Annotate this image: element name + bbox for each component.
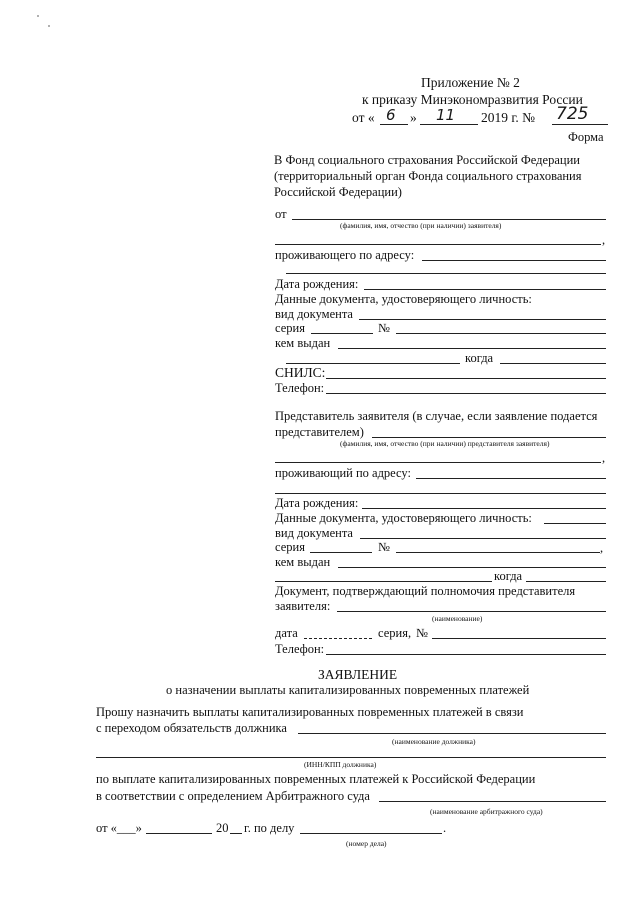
rep-applicant-label: заявителя: (275, 599, 331, 613)
applicant-snils-line[interactable] (326, 378, 606, 379)
applicant-address-label: проживающего по адресу: (275, 248, 415, 262)
applicant-fio-caption: (фамилия, имя, отчество (при наличии) заявителя) (340, 221, 502, 230)
month-line (420, 124, 478, 125)
scan-dot (37, 15, 39, 17)
year-prefix: 20 (216, 821, 229, 835)
statement-subtitle: о назначении выплаты капитализированных повременных платежей (166, 683, 530, 697)
applicant-number-label: № (378, 321, 390, 335)
rep-address-line2[interactable] (275, 493, 606, 494)
rep-series-line[interactable] (310, 552, 372, 553)
debtor-inn-line[interactable] (96, 757, 606, 758)
rep-authority-line[interactable] (337, 611, 606, 612)
from-date-month-line[interactable] (146, 833, 212, 834)
applicant-doc-title: Данные документа, удостоверяющего личность: (275, 292, 532, 306)
applicant-when-line[interactable] (500, 363, 606, 364)
statement-p1-line2: с переходом обязательств должника (96, 721, 287, 735)
rep-intro-line2: представителем) (275, 425, 364, 439)
from-label: от (275, 207, 287, 221)
day-handwritten: 6 (386, 106, 396, 124)
rep-doc-type-line[interactable] (360, 538, 606, 539)
statement-title: ЗАЯВЛЕНИЕ (318, 667, 398, 682)
applicant-address-line2[interactable] (286, 273, 606, 274)
date-mid: » (410, 110, 417, 125)
applicant-series-label: серия (275, 321, 305, 335)
applicant-when-label: когда (465, 351, 494, 365)
rep-date-label: дата (275, 626, 298, 640)
order-no-line (552, 124, 608, 125)
court-name-line[interactable] (379, 801, 606, 802)
statement-p2-line1: по выплате капитализированных повременных платежей к Российской Федерации (96, 772, 536, 786)
rep-doc-title: Данные документа, удостоверяющего личность: (275, 511, 532, 525)
rep-name-caption: (наименование) (432, 614, 483, 623)
rep-fio-caption: (фамилия, имя, отчество (при наличии) представителя заявителя) (340, 439, 550, 448)
addressee-line1: В Фонд социального страхования Российской Федерации (274, 153, 580, 167)
rep-doc-type-label: вид документа (275, 526, 353, 540)
rep-birth-label: Дата рождения: (275, 496, 359, 510)
addressee-line2: (территориальный орган Фонда социального страхования (274, 169, 582, 183)
applicant-issued-line2[interactable] (286, 363, 460, 364)
applicant-address-line[interactable] (422, 260, 606, 261)
case-caption: (номер дела) (346, 839, 387, 848)
rep-date-line[interactable] (304, 638, 372, 639)
applicant-birth-line[interactable] (364, 289, 606, 290)
case-number-line[interactable] (300, 833, 442, 834)
statement-p1-line1: Прошу назначить выплаты капитализированных повременных платежей в связи (96, 705, 524, 719)
period: . (443, 821, 447, 835)
date-prefix: от « (352, 110, 375, 125)
rep-doc-title-line[interactable] (544, 523, 606, 524)
applicant-doc-type-label: вид документа (275, 307, 353, 321)
court-caption: (наименование арбитражного суда) (430, 807, 543, 816)
inn-caption: (ИНН/КПП должника) (304, 760, 377, 769)
rep-fio-line[interactable] (372, 437, 606, 438)
order-reference: к приказу Минэкономразвития России (362, 92, 583, 107)
applicant-phone-line[interactable] (326, 393, 606, 394)
rep-address-label: проживающий по адресу: (275, 466, 411, 480)
year-line[interactable] (230, 833, 242, 834)
applicant-issued-label: кем выдан (275, 336, 331, 350)
applicant-snils-label: СНИЛС: (275, 365, 326, 380)
applicant-issued-line[interactable] (338, 348, 606, 349)
order-no-handwritten: 725 (556, 104, 589, 124)
year-text: 2019 г. № (481, 110, 536, 125)
from-date-label: от «___» (96, 821, 142, 835)
year-suffix: г. по делу (244, 821, 295, 835)
rep-phone-line[interactable] (326, 654, 606, 655)
day-line (380, 124, 408, 125)
rep-number-label: № (378, 540, 390, 554)
rep-address-line[interactable] (416, 478, 606, 479)
applicant-fio-line[interactable] (292, 219, 606, 220)
comma: , (600, 541, 604, 555)
rep-birth-line[interactable] (362, 508, 606, 509)
applicant-number-line[interactable] (396, 333, 606, 334)
rep-issued-line2[interactable] (275, 581, 492, 582)
appendix-title: Приложение № 2 (421, 75, 520, 90)
scan-dot (48, 25, 50, 27)
applicant-series-line[interactable] (311, 333, 373, 334)
comma: , (602, 451, 606, 465)
applicant-doc-type-line[interactable] (359, 319, 606, 320)
rep-series-label: серия (275, 540, 305, 554)
rep-series2-label: серия, (378, 626, 412, 640)
rep-number2-line[interactable] (432, 638, 606, 639)
applicant-phone-label: Телефон: (275, 381, 325, 395)
rep-fio-line2[interactable] (275, 462, 601, 463)
rep-phone-label: Телефон: (275, 642, 325, 656)
rep-intro-line1: Представитель заявителя (в случае, если заявление подается (275, 409, 598, 423)
debtor-name-line[interactable] (298, 733, 606, 734)
rep-when-label: когда (494, 569, 523, 583)
applicant-fio-line2[interactable] (275, 244, 601, 245)
applicant-birth-label: Дата рождения: (275, 277, 359, 291)
rep-authority-doc: Документ, подтверждающий полномочия представителя (275, 584, 576, 598)
rep-number2-label: № (416, 626, 428, 640)
month-handwritten: 11 (436, 106, 456, 124)
rep-number-line[interactable] (396, 552, 600, 553)
debtor-caption: (наименование должника) (392, 737, 476, 746)
form-label: Форма (568, 130, 604, 144)
statement-p2-line2: в соответствии с определением Арбитражного суда (96, 789, 370, 803)
rep-when-line[interactable] (526, 581, 606, 582)
addressee-line3: Российской Федерации) (274, 185, 402, 199)
comma: , (602, 233, 606, 247)
rep-issued-label: кем выдан (275, 555, 331, 569)
rep-issued-line[interactable] (338, 567, 606, 568)
